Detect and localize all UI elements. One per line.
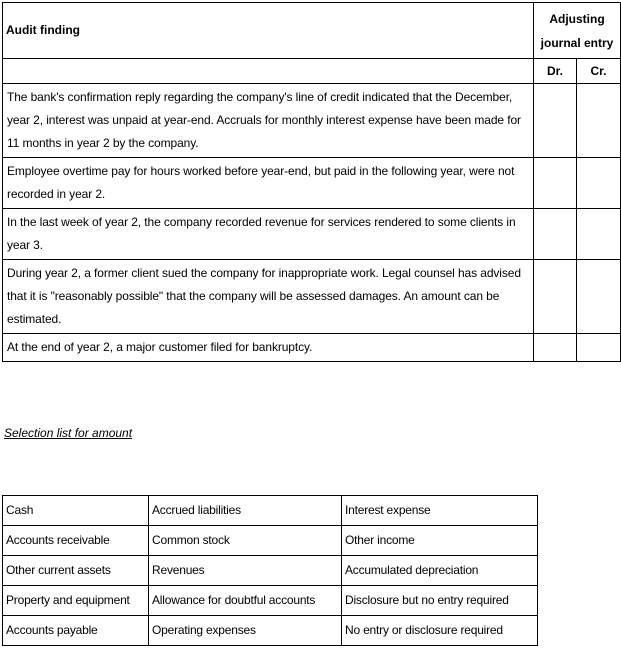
selection-row [3,526,538,556]
table-header-row [3,3,621,59]
table-subheader-row [3,59,621,84]
finding-row [3,334,621,362]
selection-row [3,586,538,616]
debit-cell[interactable] [534,209,577,260]
selection-option[interactable]: Disclosure but no entry required [342,586,538,616]
selection-row [3,496,538,526]
finding-text: During year 2, a former client sued the company for inappropriate work. Legal counsel has advised that it is "reasonably possible" that the company will be assessed damages. An amount can be estimated. [3,260,534,334]
selection-option[interactable]: Operating expenses [149,616,342,646]
credit-header: Cr. [577,59,621,84]
credit-cell[interactable] [577,260,621,334]
debit-cell[interactable] [534,84,577,158]
selection-list-table [2,495,538,646]
selection-option[interactable]: Common stock [149,526,342,556]
finding-row [3,84,621,158]
adjusting-entry-header: Adjusting journal entry [534,3,621,59]
debit-cell[interactable] [534,260,577,334]
audit-findings-table [2,2,621,362]
selection-option[interactable]: Accounts payable [3,616,149,646]
selection-option[interactable]: Other current assets [3,556,149,586]
credit-cell[interactable] [577,209,621,260]
selection-option[interactable]: Revenues [149,556,342,586]
credit-cell[interactable] [577,158,621,209]
finding-row [3,260,621,334]
selection-option[interactable]: Accounts receivable [3,526,149,556]
selection-option[interactable]: No entry or disclosure required [342,616,538,646]
selection-option[interactable]: Accrued liabilities [149,496,342,526]
selection-option[interactable]: Interest expense [342,496,538,526]
selection-list-title: Selection list for amount [4,426,133,440]
finding-text: The bank's confirmation reply regarding the company's line of credit indicated that the December, year 2, interest was unpaid at year-end. Accruals for monthly interest expense have been made for 11 months in year 2 by the company. [3,84,534,158]
empty-subheader-cell [3,59,534,84]
finding-text: Employee overtime pay for hours worked before year-end, but paid in the following year, were not recorded in year 2. [3,158,534,209]
debit-header: Dr. [534,59,577,84]
finding-text: In the last week of year 2, the company recorded revenue for services rendered to some clients in year 3. [3,209,534,260]
credit-cell[interactable] [577,84,621,158]
debit-cell[interactable] [534,334,577,362]
selection-row [3,556,538,586]
selection-row [3,616,538,646]
finding-row [3,158,621,209]
selection-option[interactable]: Accumulated depreciation [342,556,538,586]
selection-option[interactable]: Cash [3,496,149,526]
audit-finding-header: Audit finding [3,3,534,59]
selection-option[interactable]: Other income [342,526,538,556]
finding-text: At the end of year 2, a major customer filed for bankruptcy. [3,334,534,362]
finding-row [3,209,621,260]
credit-cell[interactable] [577,334,621,362]
debit-cell[interactable] [534,158,577,209]
selection-option[interactable]: Property and equipment [3,586,149,616]
selection-option[interactable]: Allowance for doubtful accounts [149,586,342,616]
